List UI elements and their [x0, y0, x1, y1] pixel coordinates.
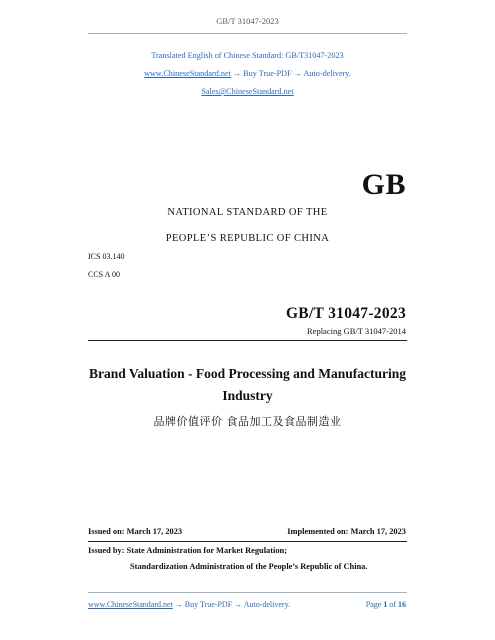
buy-pdf-text: Buy True-PDF: [243, 69, 292, 78]
header-divider: [88, 33, 407, 34]
sales-email-link[interactable]: Sales@ChineseStandard.net: [201, 87, 294, 96]
footer-delivery-text: Auto-delivery.: [243, 600, 291, 609]
national-standard-line2: PEOPLE’S REPUBLIC OF CHINA: [165, 233, 330, 244]
arrow-icon: →: [291, 69, 304, 78]
page-total: 16: [398, 600, 406, 609]
ccs-code: CCS A 00: [88, 270, 121, 279]
footer-divider: [88, 592, 407, 593]
issued-on-date: Issued on: March 17, 2023: [88, 527, 183, 536]
page-current: 1: [383, 600, 388, 609]
purchase-line: [0, 69, 495, 78]
implemented-on-date: Implemented on: March 17, 2023: [287, 527, 406, 536]
arrow-icon: →: [172, 600, 185, 609]
arrow-icon: →: [230, 69, 244, 78]
replacing-note: Replacing GB/T 31047-2014: [307, 326, 406, 336]
gb-logo: GB: [361, 168, 406, 201]
document-title-line2: Industry: [222, 388, 273, 403]
document-title-chinese: 品牌价值评价 食品加工及食品制造业: [153, 415, 342, 428]
ics-code: ICS 03.140: [88, 252, 125, 261]
page-indicator: [366, 600, 406, 609]
standard-number: GB/T 31047-2023: [285, 305, 406, 322]
arrow-icon: →: [232, 600, 244, 609]
site-link[interactable]: www.ChineseStandard.net: [144, 69, 231, 78]
auto-delivery-text: Auto-delivery.: [303, 69, 351, 78]
issued-by-second-authority: Standardization Administration of the People’s Republic of China.: [130, 562, 368, 571]
footer-site-link[interactable]: www.ChineseStandard.net: [88, 600, 173, 609]
running-header: GB/T 31047-2023: [216, 16, 279, 26]
national-standard-line1: NATIONAL STANDARD OF THE: [167, 207, 328, 218]
translation-notice: Translated English of Chinese Standard: GB/T31047-2023: [151, 51, 344, 60]
issue-divider: [88, 541, 407, 542]
document-title-line1: Brand Valuation - Food Processing and Manufacturing: [88, 366, 407, 381]
title-divider: [88, 340, 407, 341]
page-label: Page: [365, 600, 382, 609]
sales-email-line: [0, 87, 495, 96]
footer-buy-text: Buy True-PDF: [184, 600, 233, 609]
issued-by: Issued by: State Administration for Market Regulation;: [88, 546, 287, 555]
footer-purchase-line: [88, 600, 290, 609]
page-of: of: [389, 600, 396, 609]
